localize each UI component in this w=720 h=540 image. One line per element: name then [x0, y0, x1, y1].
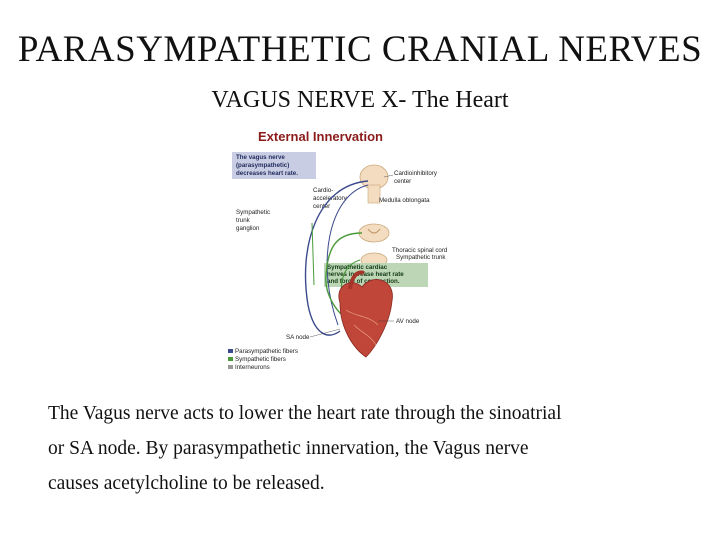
cardioacceleratory-label-1: Cardio- — [313, 187, 334, 194]
figure-title: External Innervation — [258, 129, 383, 144]
sympathetic-ganglion-label-3: ganglion — [236, 225, 260, 232]
legend-label-parasympathetic: Parasympathetic fibers — [235, 348, 298, 355]
body-line-2: or SA node. By parasympathetic innervation, the Vagus nerve — [48, 438, 529, 459]
sa-node-label: SA node — [286, 334, 310, 341]
sympathetic-callout-line-1: Sympathetic cardiac — [327, 264, 388, 271]
medulla-label: Medulla oblongata — [379, 197, 430, 204]
vagus-callout-line-3: decreases heart rate. — [236, 170, 298, 177]
body-line-3: causes acetylcholine to be released. — [48, 473, 325, 494]
heart-shape — [339, 279, 393, 357]
sympathetic-callout-line-2: nerves increase heart rate — [327, 271, 404, 278]
cardioacceleratory-label-3: center — [313, 203, 331, 210]
sympathetic-ganglion-label-1: Sympathetic — [236, 209, 271, 216]
page-title: PARASYMPATHETIC CRANIAL NERVES — [17, 29, 703, 70]
sympathetic-trunk-label: Sympathetic trunk — [396, 254, 446, 261]
figure-legend — [228, 348, 298, 371]
page-subtitle: VAGUS NERVE X- The Heart — [211, 87, 509, 113]
cardioinhibitory-label-2: center — [394, 178, 412, 185]
vagus-callout-line-2: (parasympathetic) — [236, 162, 290, 169]
sympathetic-callout-line-3: and force of contraction. — [327, 278, 400, 285]
legend-label-interneurons: Interneurons — [235, 364, 270, 371]
legend-swatch-sympathetic — [228, 357, 233, 361]
innervation-diagram — [228, 125, 468, 375]
cardioinhibitory-label-1: Cardioinhibitory — [394, 170, 437, 177]
thoracic-cord-label: Thoracic spinal cord — [392, 247, 448, 254]
legend-label-sympathetic: Sympathetic fibers — [235, 356, 286, 363]
av-node-label: AV node — [396, 318, 420, 325]
body-paragraph — [48, 396, 688, 501]
legend-swatch-parasympathetic — [228, 349, 233, 353]
sympathetic-ganglion-label-2: trunk — [236, 217, 250, 224]
legend-swatch-interneurons — [228, 365, 233, 369]
body-line-1: The Vagus nerve acts to lower the heart rate through the sinoatrial — [48, 403, 562, 424]
vagus-callout-line-1: The vagus nerve — [236, 154, 285, 161]
cardioacceleratory-label-2: acceleratory — [313, 195, 347, 202]
sympathetic-trunk-chain — [312, 223, 314, 285]
